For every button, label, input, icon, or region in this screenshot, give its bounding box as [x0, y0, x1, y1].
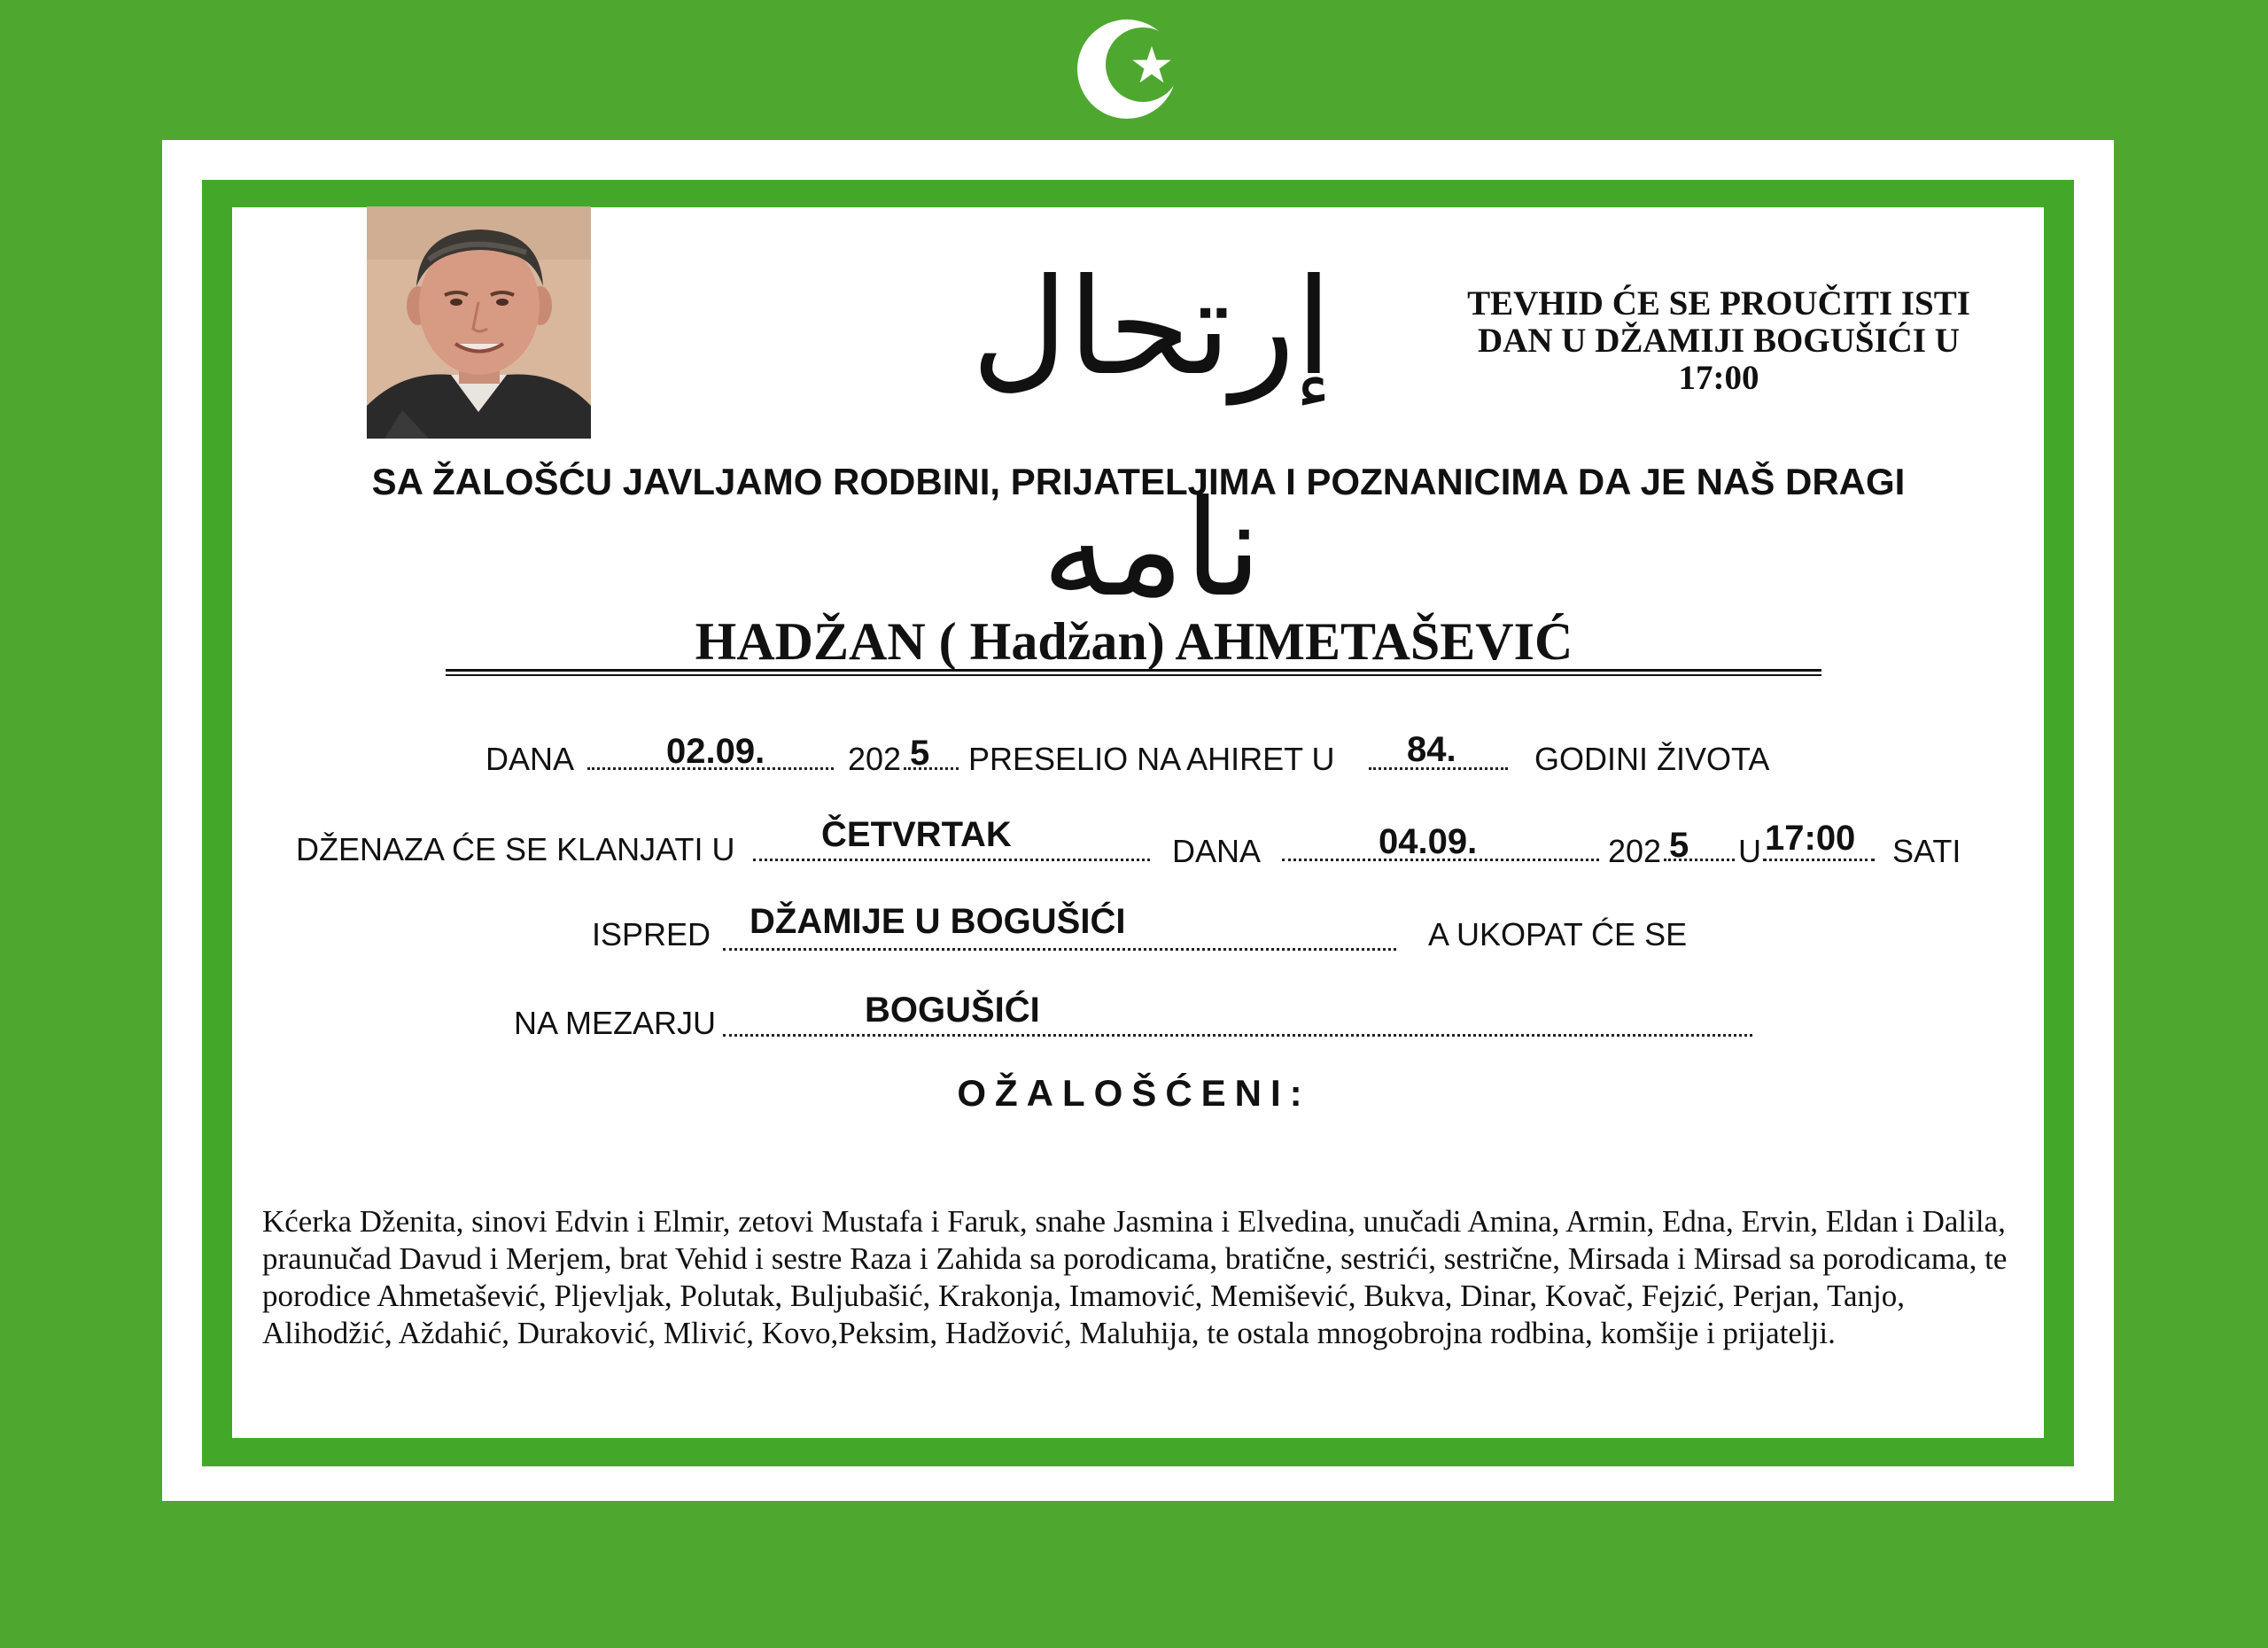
tevhid-line: DAN U DŽAMIJI BOGUŠIĆI U	[1478, 322, 1960, 360]
name-underline	[446, 669, 1821, 676]
label-year-prefix: 202	[1608, 833, 1662, 869]
dotted-line	[723, 944, 1396, 951]
announcement-text: SA ŽALOŠĆU JAVLJAMO RODBINI, PRIJATELJIMA I POZNANICIMA DA JE NAŠ DRAGI	[371, 461, 1906, 502]
funeral-year-digit: 5	[1669, 826, 1689, 865]
label-u: U	[1738, 833, 1761, 869]
dotted-line	[723, 1030, 1752, 1037]
mourners-heading: OŽALOŠĆENI:	[957, 1072, 1311, 1114]
deceased-name: HADŽAN ( Hadžan) AHMETAŠEVIĆ	[695, 612, 1573, 671]
funeral-time: 17:00	[1765, 819, 1856, 858]
tevhid-notice	[1435, 285, 2002, 397]
funeral-date: 04.09.	[1379, 822, 1478, 861]
age-value: 84.	[1407, 730, 1456, 769]
tevhid-time: 17:00	[1678, 359, 1759, 397]
label-mezarju: NA MEZARJU	[514, 1005, 717, 1041]
label-preselio: PRESELIO NA AHIRET U	[968, 741, 1335, 777]
funeral-day: ČETVRTAK	[821, 815, 1012, 854]
label-year-prefix: 202	[848, 741, 902, 777]
crescent-and-star-icon	[1072, 16, 1196, 122]
tevhid-line: TEVHID ĆE SE PROUČITI ISTI	[1467, 284, 1970, 323]
cemetery-name: BOGUŠIĆI	[865, 991, 1040, 1030]
label-dana: DANA	[485, 741, 575, 777]
label-dana: DANA	[1172, 833, 1262, 869]
prayer-place: DŽAMIJE U BOGUŠIĆI	[750, 902, 1126, 941]
deceased-portrait	[367, 206, 591, 439]
label-ukopat: A UKOPAT ĆE SE	[1428, 916, 1688, 952]
arabic-title: إرتحال نامه	[971, 251, 1332, 626]
dotted-line	[753, 855, 1150, 861]
label-sati: SATI	[1892, 833, 1961, 869]
label-godini: GODINI ŽIVOTA	[1534, 741, 1770, 777]
death-year-digit: 5	[910, 734, 930, 773]
death-date: 02.09.	[666, 732, 765, 771]
label-dzenaza: DŽENAZA ĆE SE KLANJATI U	[296, 831, 735, 867]
mourners-list: Kćerka Dženita, sinovi Edvin i Elmir, zetovi Mustafa i Faruk, snahe Jasmina i Elvedina, unučadi Amina, Armin, Edna, Ervin, Eldan i Dalila, praunučad Davud i Merjem, brat Vehid i sestre Raza i Zahida sa porodicama, bratične, sestrići, sestrične, Mirsada i Mirsad sa porodicama, te porodice Ahmetašević, Pljevljak, Polutak, Buljubašić, Krakonja, Imamović, Memišević, Bukva, Dinar, Kovač, Fejzić, Perjan, Tanjo, Alihodžić, Aždahić, Duraković, Mlivić, Kovo,Peksim, Hadžović, Maluhija, te ostala mnogobrojna rodbina, komšije i prijatelji.	[262, 1204, 2008, 1350]
label-ispred: ISPRED	[592, 916, 711, 952]
